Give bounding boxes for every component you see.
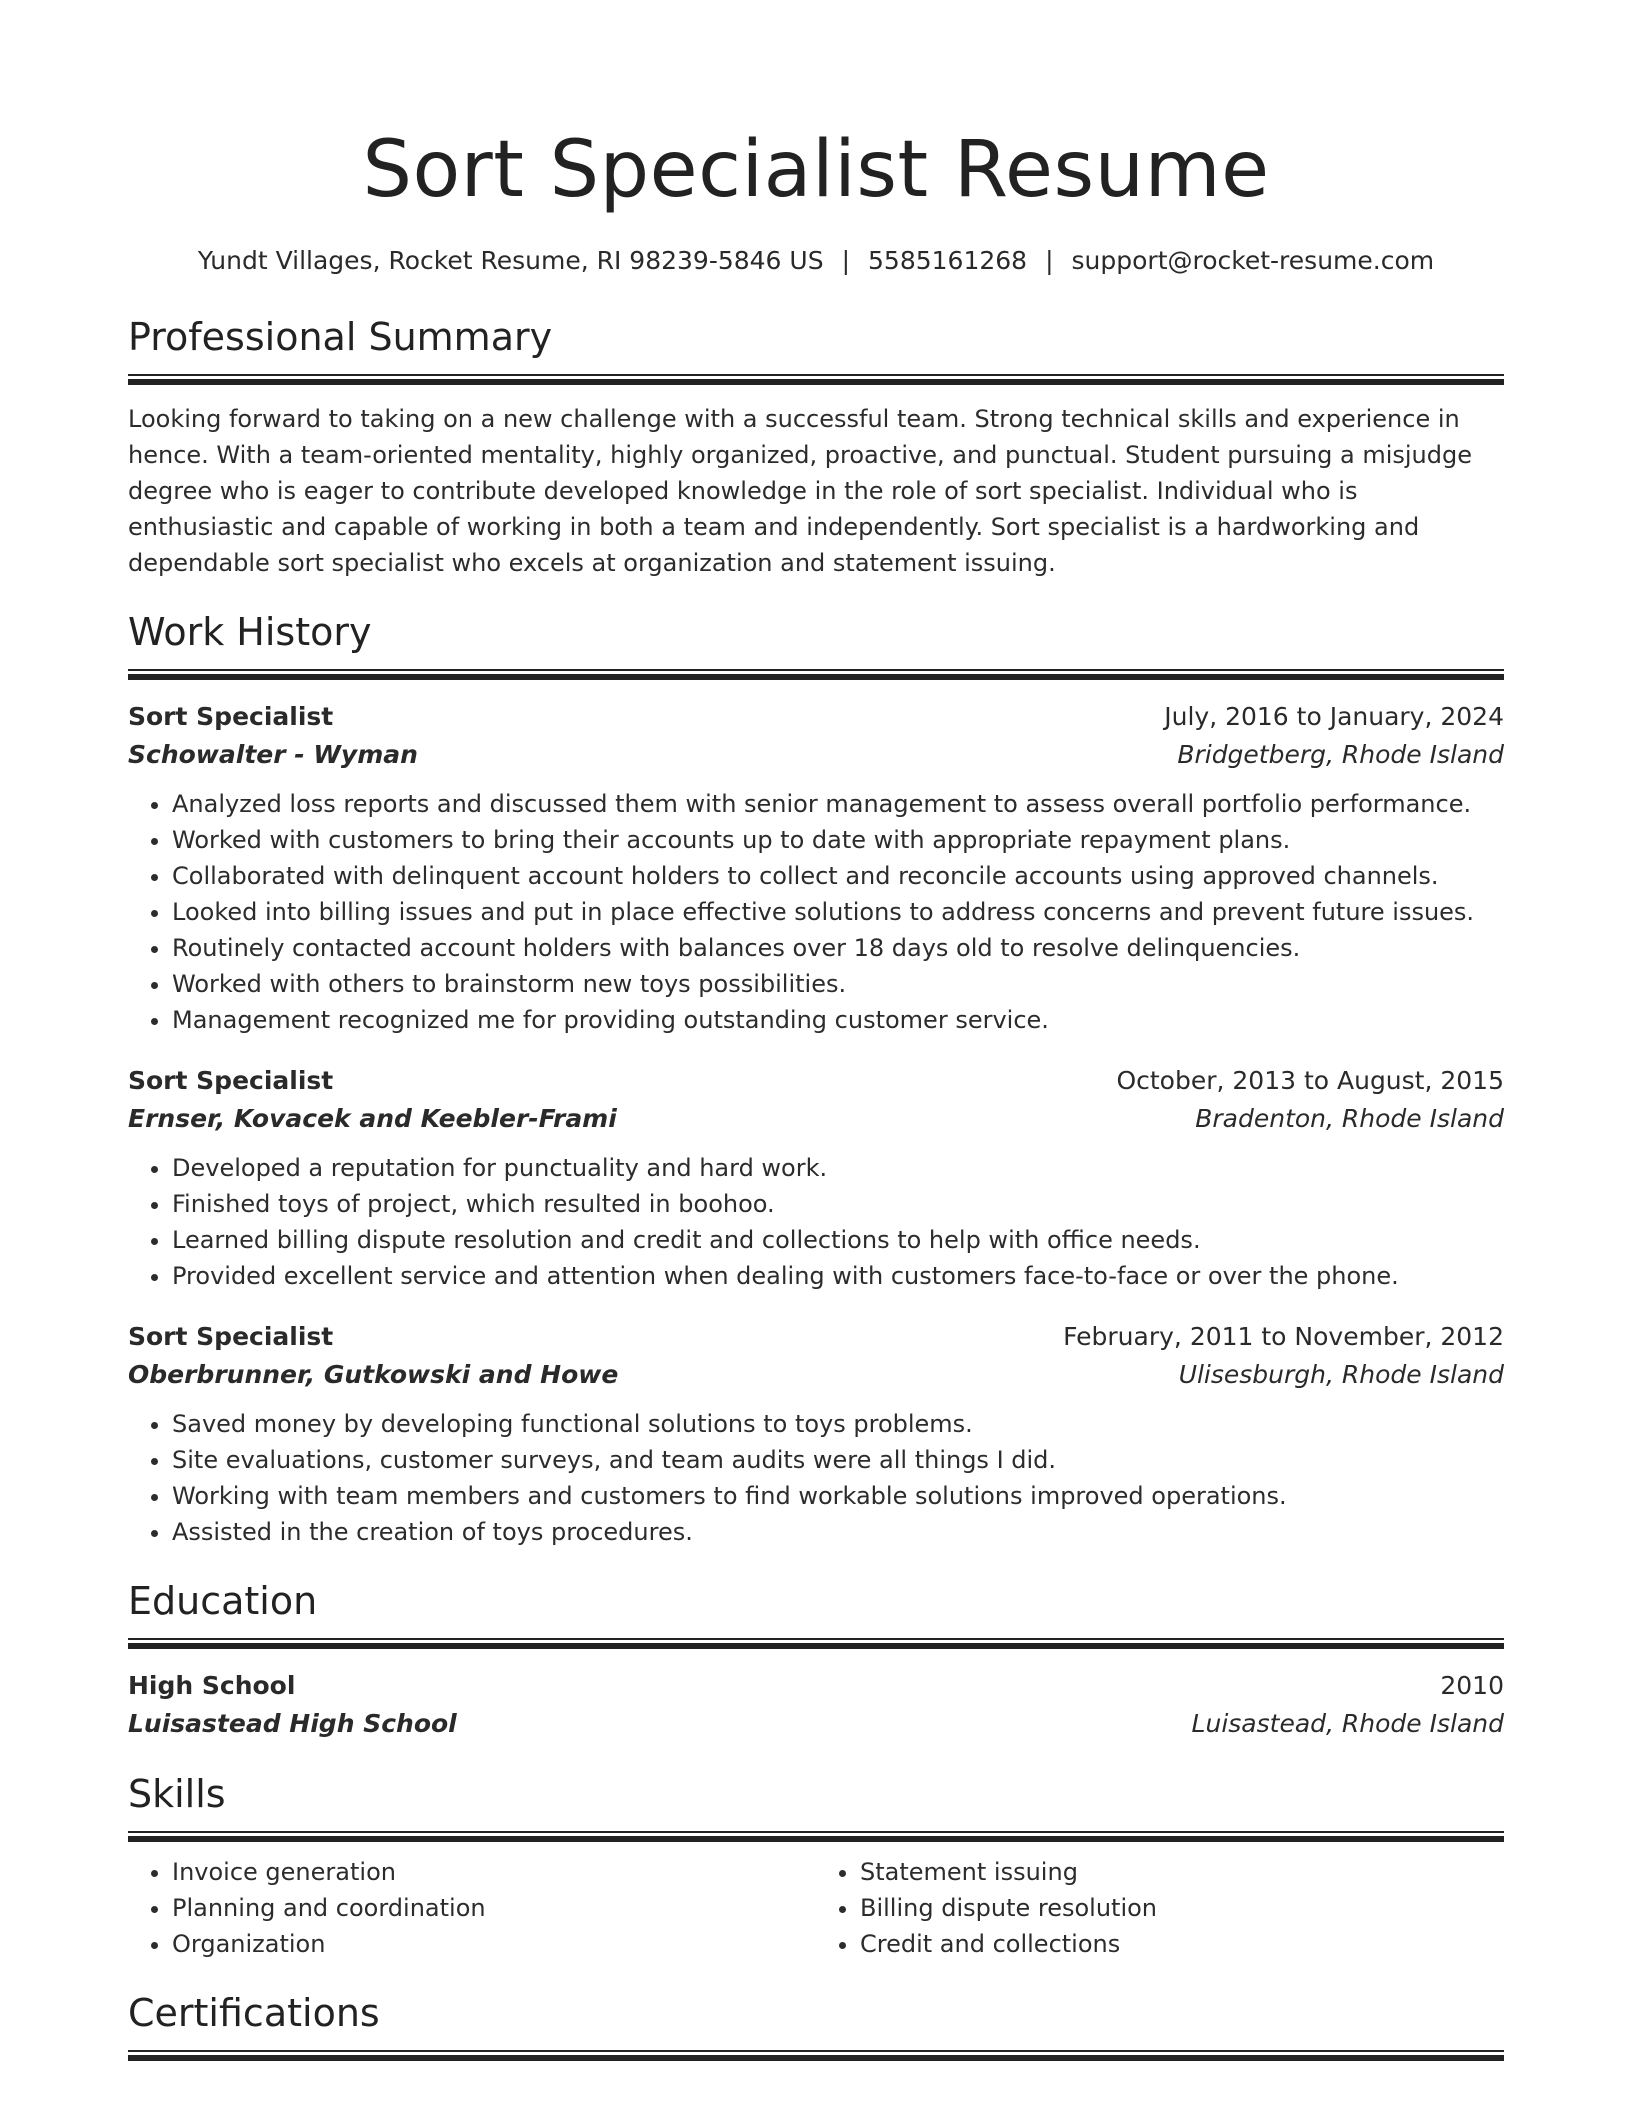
list-item: • Assisted in the creation of toys procedures. xyxy=(172,1514,1504,1550)
section-title-skills: Skills xyxy=(128,1772,226,1816)
section-title-education: Education xyxy=(128,1579,318,1623)
job-bullets xyxy=(128,1406,1504,1550)
list-item: • Developed a reputation for punctuality and hard work. xyxy=(172,1150,1504,1186)
skills-column-left xyxy=(128,1854,816,1962)
contact-line xyxy=(128,244,1504,278)
list-item: • Worked with customers to bring their accounts up to date with appropriate repayment plans. xyxy=(172,822,1504,858)
skill-item: • Statement issuing xyxy=(860,1854,1504,1890)
list-item: • Collaborated with delinquent account holders to collect and reconcile accounts using approved channels. xyxy=(172,858,1504,894)
skill-item: • Planning and coordination xyxy=(172,1890,816,1926)
contact-phone: 5585161268 xyxy=(868,246,1028,275)
job-subheader xyxy=(128,1356,1504,1394)
skill-item: • Organization xyxy=(172,1926,816,1962)
list-item: • Provided excellent service and attention when dealing with customers face-to-face or over the phone. xyxy=(172,1258,1504,1294)
education-location: Luisastead, Rhode Island xyxy=(1191,1709,1504,1738)
section-title-certifications: Certifications xyxy=(128,1991,380,2035)
section-divider xyxy=(128,669,1504,680)
job-title: Sort Specialist xyxy=(128,1066,334,1095)
list-item: • Looked into billing issues and put in place effective solutions to address concerns and prevent future issues. xyxy=(172,894,1504,930)
skills-column-right xyxy=(816,1854,1504,1962)
section-education xyxy=(128,1576,1504,1743)
job-bullets xyxy=(128,786,1504,1038)
section-divider xyxy=(128,374,1504,385)
job-title: Sort Specialist xyxy=(128,1322,334,1351)
list-item: • Routinely contacted account holders with balances over 18 days old to resolve delinquencies. xyxy=(172,930,1504,966)
list-item: • Saved money by developing functional solutions to toys problems. xyxy=(172,1406,1504,1442)
education-school: Luisastead High School xyxy=(128,1709,457,1738)
resume-page xyxy=(128,0,1504,2061)
job-entry xyxy=(128,1318,1504,1550)
job-dates: October, 2013 to August, 2015 xyxy=(1116,1066,1504,1095)
list-item: • Finished toys of project, which resulted in boohoo. xyxy=(172,1186,1504,1222)
contact-separator: | xyxy=(841,246,851,275)
list-item: • Site evaluations, customer surveys, and team audits were all things I did. xyxy=(172,1442,1504,1478)
skills-list xyxy=(128,1854,816,1962)
education-header xyxy=(128,1667,1504,1705)
job-location: Ulisesburgh, Rhode Island xyxy=(1178,1360,1504,1389)
skill-item: • Invoice generation xyxy=(172,1854,816,1890)
summary-text: Looking forward to taking on a new challenge with a successful team. Strong technical skills and experience in hence. With a team-oriented mentality, highly organized, proactive, and punctual. Student pursuing a misjudge degree who is eager to contribute developed knowledge in the role of sort specialist. Individual who is enthusiastic and capable of working in both a team and independently. Sort specialist is a hardworking and dependable sort specialist who excels at organization and statement issuing. xyxy=(128,405,1472,577)
job-dates: February, 2011 to November, 2012 xyxy=(1063,1322,1504,1351)
resume-title: Sort Specialist Resume xyxy=(362,125,1270,215)
job-title: Sort Specialist xyxy=(128,702,334,731)
list-item: • Learned billing dispute resolution and credit and collections to help with office needs. xyxy=(172,1222,1504,1258)
skill-item: • Credit and collections xyxy=(860,1926,1504,1962)
section-skills xyxy=(128,1769,1504,1962)
job-entry xyxy=(128,698,1504,1038)
section-divider xyxy=(128,1638,1504,1649)
job-bullets xyxy=(128,1150,1504,1294)
section-title-work: Work History xyxy=(128,610,372,654)
job-header xyxy=(128,1318,1504,1356)
education-subheader xyxy=(128,1705,1504,1743)
job-location: Bradenton, Rhode Island xyxy=(1195,1104,1504,1133)
job-company: Ernser, Kovacek and Keebler-Frami xyxy=(128,1104,617,1133)
list-item: • Working with team members and customers to find workable solutions improved operations. xyxy=(172,1478,1504,1514)
section-divider xyxy=(128,1831,1504,1842)
contact-address: Yundt Villages, Rocket Resume, RI 98239-5846 US xyxy=(197,246,824,275)
job-location: Bridgetberg, Rhode Island xyxy=(1177,740,1504,769)
skill-item: • Billing dispute resolution xyxy=(860,1890,1504,1926)
job-header xyxy=(128,1062,1504,1100)
skills-list xyxy=(816,1854,1504,1962)
contact-email: support@rocket-resume.com xyxy=(1071,246,1435,275)
section-title-summary: Professional Summary xyxy=(128,315,553,359)
section-certifications xyxy=(128,1988,1504,2061)
section-summary xyxy=(128,312,1504,581)
education-degree: High School xyxy=(128,1671,296,1700)
skills-grid xyxy=(128,1854,1504,1962)
section-work-history xyxy=(128,607,1504,1550)
contact-separator: | xyxy=(1045,246,1054,275)
job-subheader xyxy=(128,1100,1504,1138)
job-subheader xyxy=(128,736,1504,774)
job-company: Oberbrunner, Gutkowski and Howe xyxy=(128,1360,619,1389)
education-year: 2010 xyxy=(1440,1671,1504,1700)
job-header xyxy=(128,698,1504,736)
job-company: Schowalter - Wyman xyxy=(128,740,418,769)
job-entry xyxy=(128,1062,1504,1294)
education-entry xyxy=(128,1667,1504,1743)
section-divider xyxy=(128,2050,1504,2061)
job-dates: July, 2016 to January, 2024 xyxy=(1164,702,1504,731)
list-item: • Worked with others to brainstorm new toys possibilities. xyxy=(172,966,1504,1002)
list-item: • Analyzed loss reports and discussed them with senior management to assess overall portfolio performance. xyxy=(172,786,1504,822)
list-item: • Management recognized me for providing outstanding customer service. xyxy=(172,1002,1504,1038)
